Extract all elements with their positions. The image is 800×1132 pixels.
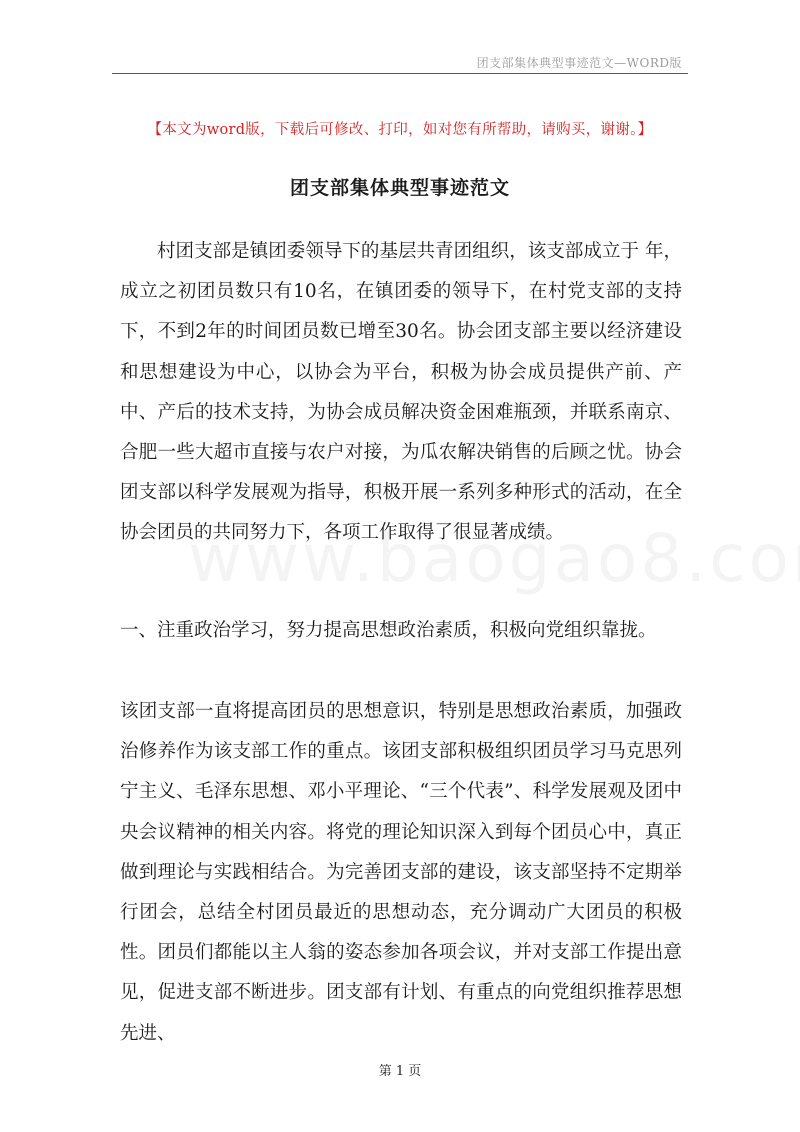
purchase-notice: 【本文为word版，下载后可修改、打印，如对您有所帮助，请购买，谢谢。】	[147, 122, 653, 138]
section-1-paragraph: 该团支部一直将提高团员的思想意识，特别是思想政治素质，加强政治修养作为该支部工作的重点。该团支部积极组织团员学习马克思列宁主义、毛泽东思想、邓小平理论、“三个代表”、科学发展观及团中央会议精神的相关内容。将党的理论知识深入到每个团员心中，真正做到理论与实践相结合。为完善团支部的建设，该支部坚持不定期举行团会，总结全村团员最近的思想动态，充分调动广大团员的积极性。团员们都能以主人翁的姿态参加各项会议，并对支部工作提出意见，促进支部不断进步。团支部有计划、有重点的向党组织推荐思想先进、	[120, 701, 682, 1044]
section-heading-1: 一、注重政治学习，努力提高思想政治素质，积极向党组织靠拢。	[120, 620, 657, 641]
intro-paragraph: 村团支部是镇团委领导下的基层共青团组织，该支部成立于 年，成立之初团员数只有10名，在镇团委的领导下，在村党支部的支持下，不到2年的时间团员数已增至30名。协会团支部主要以经济建设和思想建设为中心，以协会为平台，积极为协会成员提供产前、产中、产后的技术支持，为协会成员解决资金困难瓶颈，并联系南京、合肥一些大超市直接与农户对接，为瓜农解决销售的后顾之忧。协会团支部以科学发展观为指导，积极开展一系列多种形式的活动，在全协会团员的共同努力下，各项工作取得了很显著成绩。	[120, 241, 682, 544]
watermark	[188, 520, 800, 597]
header-divider	[112, 73, 688, 74]
page-header: 团支部集体典型事迹范文—WORD版	[476, 56, 682, 70]
page-number: 第 1 页	[378, 1064, 422, 1079]
document-title: 团支部集体典型事迹范文	[289, 177, 510, 199]
